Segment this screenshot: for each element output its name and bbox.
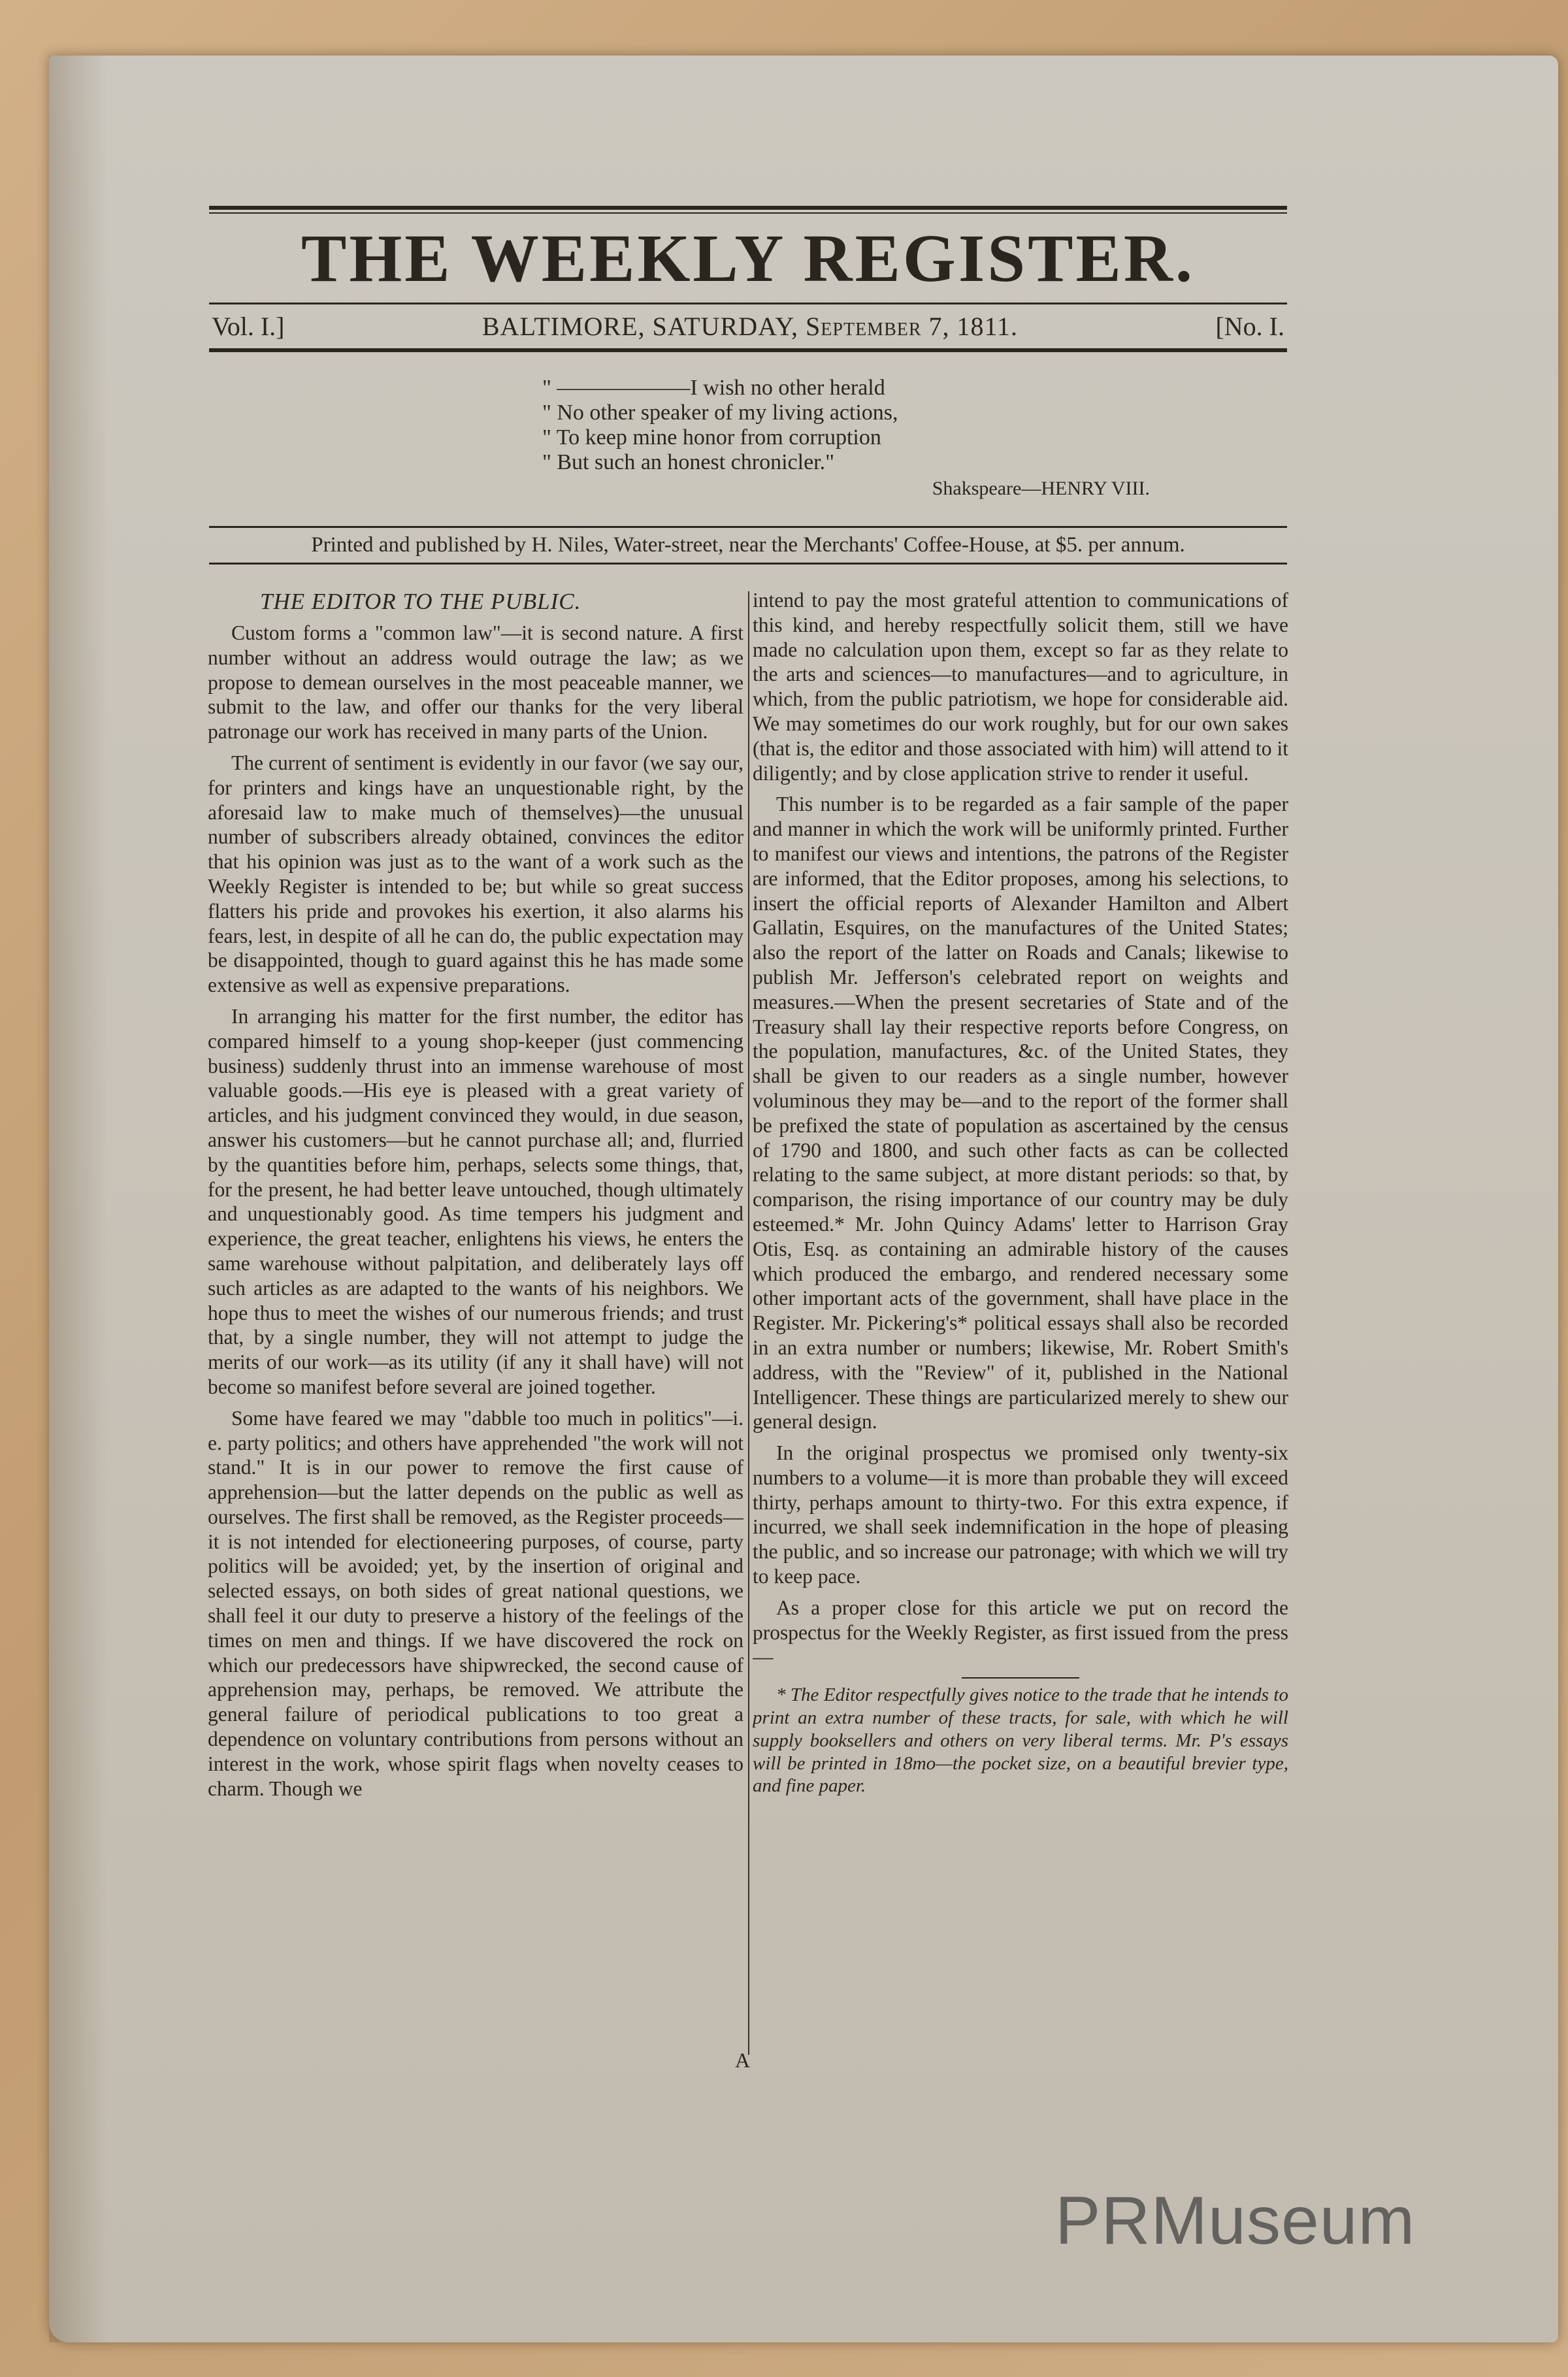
dateline (209, 303, 1287, 352)
place-date: BALTIMORE, SATURDAY, September 7, 1811. (482, 312, 1019, 342)
issue-number: [No. I. (1215, 312, 1284, 342)
newspaper-title: THE WEEKLY REGISTER. (301, 221, 1195, 296)
article-paragraph-continued: intend to pay the most grateful attention to communications of this kind, and hereby respectfully solicit them, still we have made no calculation upon them, except so far as they relate to the arts and sciences—to manufactures—and to agriculture, in which, from the public patriotism, we hope for considerable aid. We may sometimes do our work roughly, but for our own sakes (that is, the editor and those associated with him) will attend to it diligently; and by close application strive to render it useful. (753, 589, 1288, 785)
article-paragraph: Custom forms a "common law"—it is second nature. A first number without an address would outrage the law; as we propose to demean ourselves in the most peaceable manner, we submit to the law, and offer our thanks for the very liberal patronage our work has received in many parts of the Union. (208, 621, 743, 744)
article-heading: THE EDITOR TO THE PUBLIC. (260, 589, 581, 614)
footnote: * The Editor respectfully gives notice to the trade that he intends to print an extra number of these tracts, for sale, with which he will supply booksellers and others on very liberal terms. Mr. P's essays will be printed in 18mo—the pocket size, on a beautiful brevier type, and fine paper. (753, 1684, 1288, 1797)
masthead (209, 206, 1287, 352)
right-column (753, 588, 1288, 2039)
motto-line: " No other speaker of my living actions, (542, 401, 898, 425)
article-paragraph: As a proper close for this article we put on record the prospectus for the Weekly Register, as first issued from the press— (753, 1596, 1288, 1669)
motto-line: " To keep mine honor from corruption (542, 425, 881, 450)
article-paragraph: The current of sentiment is evidently in our favor (we say our, for printers and kings have an unquestionable right, by the aforesaid law to make much of themselves)—the unusual number of subscribers already obtained, convinces the editor that his opinion was just as to the want of a work such as the Weekly Register is intended to be; but while so great success flatters his pride and provokes his exertion, it also alarms his fears, lest, in despite of all he can do, the public expectation may be disappointed, though to guard against this he has made some extensive as well as expensive preparations. (208, 751, 743, 997)
motto-line: " But such an honest chronicler." (542, 450, 834, 475)
column-divider (748, 591, 749, 2055)
imprint-line: Printed and published by H. Niles, Water-street, near the Merchants' Coffee-House, at $5. per annum. (209, 526, 1287, 565)
footnote-rule (962, 1677, 1079, 1679)
article-paragraph: This number is to be regarded as a fair sample of the paper and manner in which the work will be uniformly printed. Further to manifest our views and intentions, the patrons of the Register are informed, that the Editor proposes, among his selections, to insert the official reports of Alexander Hamilton and Albert Gallatin, Esquires, on the manufactures of the United States; also the report of the latter on Roads and Canals; likewise to publish Mr. Jefferson's celebrated report on weights and measures.—When the present secretaries of State and of the Treasury shall lay their respective reports before Congress, on the population, manufactures, &c. of the United States, they shall be given to our readers as a single number, however voluminous they may be—and to the report of the former shall be prefixed the state of population as ascertained by the census of 1790 and 1800, and such other facts as can be collected relating to the same subject, at more distant periods: so that, by comparison, the rising importance of our country may be duly esteemed.* Mr. John Quincy Adams' letter to Harrison Gray Otis, Esq. as containing an admirable history of the causes which produced the embargo, and rendered necessary some other important acts of the government, shall have place in the Register. Mr. Pickering's* political essays shall also be recorded in an extra number or numbers; likewise, Mr. Robert Smith's address, with the "Review" of it, published in the National Intelligencer. These things are particularized merely to shew our general design. (753, 793, 1288, 1434)
motto-line: " ——————I wish no other herald (542, 376, 885, 400)
masthead-top-rule (209, 206, 1287, 214)
article-paragraph: In arranging his matter for the first number, the editor has compared himself to a young shop-keeper (just commencing business) suddenly thrust into an immense warehouse of most valuable goods.—His eye is pleased with a great variety of articles, and his judgment convinced they would, in due season, answer his customers—but he cannot purchase all; and, flurried by the quantities before him, perhaps, selects some things, that, for the present, he had better leave untouched, though ultimately and unquestionably good. As time tempers his judgment and experience, the great teacher, enlightens his views, he enters the same warehouse without palpitation, and deliberately lays off such articles as are adapted to the wants of his neighbors. We hope thus to meet the wishes of our numerous friends; and trust that, by a single number, they will not attempt to judge the merits of our work—as its utility (if any it shall have) will not become so manifest before several are joined together. (208, 1004, 743, 1398)
motto-attribution: Shakspeare—HENRY VIII. (932, 478, 1150, 500)
article-paragraph: Some have feared we may "dabble too much in politics"—i. e. party politics; and others have apprehended "the work will not stand." It is in our power to remove the first cause of apprehension—but the latter depends on the public as well as ourselves. The first shall be removed, as the Register proceeds—it is not intended for electioneering purposes, of course, party politics will be avoided; yet, by the insertion of original and selected essays, on both sides of great national questions, we shall feel it our duty to preserve a history of the feelings of the times on men and things. If we have discovered the rock on which our predecessors have shipwrecked, the second cause of apprehension may, perhaps, be removed. We attribute the general failure of periodical publications to too great a dependence on voluntary contributions from persons without an interest in the work, whose spirit flags when novelty ceases to charm. Though we (208, 1406, 743, 1800)
motto-quote (542, 376, 1150, 500)
volume-label: Vol. I.] (212, 312, 285, 342)
left-column (208, 588, 743, 2039)
signature-mark: A (735, 2048, 751, 2072)
article-paragraph: In the original prospectus we promised only twenty-six numbers to a volume—it is more than probable they will exceed thirty, perhaps amount to thirty-two. For this extra expence, if incurred, we shall seek indemnification in the hope of pleasing the public, and so increase our patronage; with which we will try to keep pace. (753, 1441, 1288, 1588)
watermark-text: PRMuseum (1055, 2183, 1416, 2259)
